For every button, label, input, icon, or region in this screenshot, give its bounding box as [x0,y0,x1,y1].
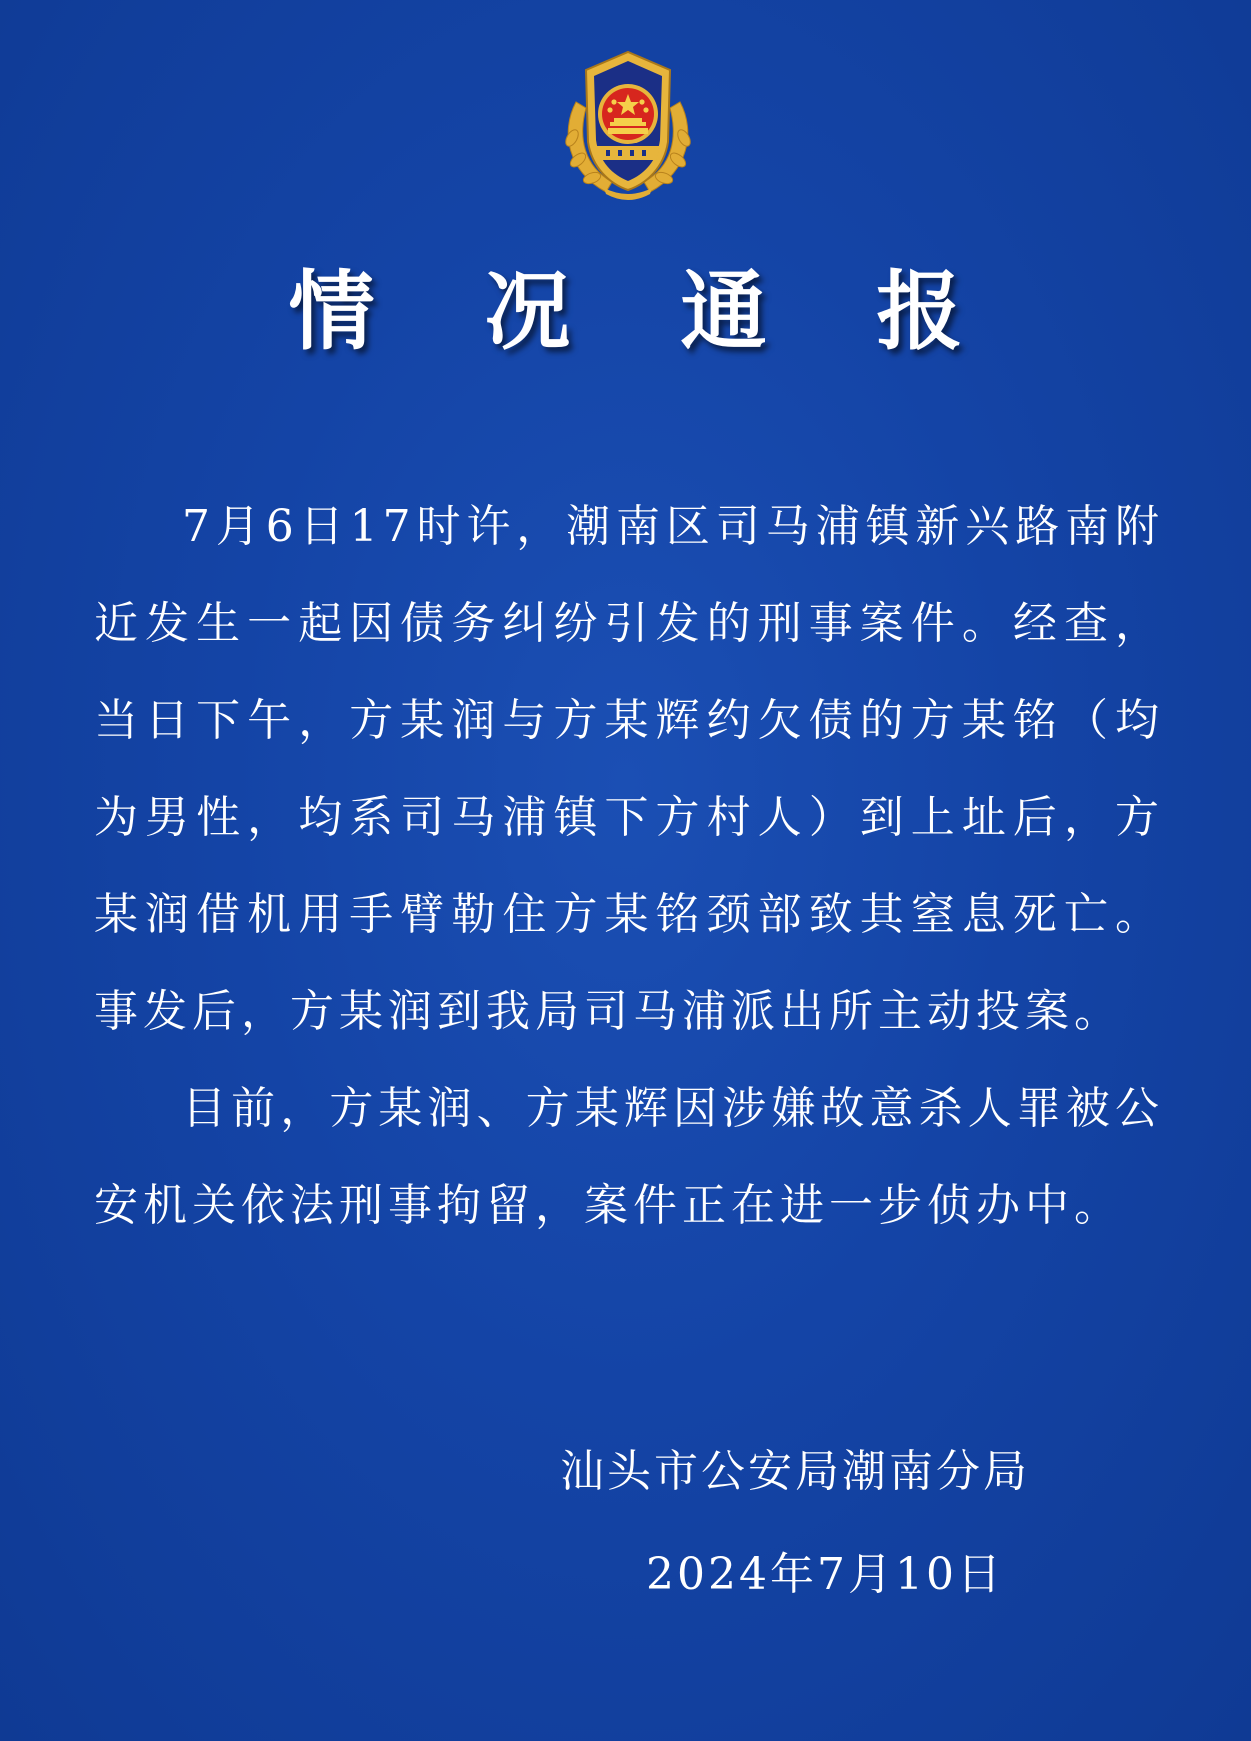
notice-body [94,478,1164,1254]
paragraph: 目前，方某润、方某辉因涉嫌故意杀人罪被公安机关依法刑事拘留，案件正在进一步侦办中。 [94,1083,1164,1231]
issue-date: 2024年7月10日 [646,1549,1004,1600]
page-title: 情 况 通 报 [288,262,1003,362]
paragraph: 7月6日17时许，潮南区司马浦镇新兴路南附近发生一起因债务纠纷引发的刑事案件。经查，当日下午，方某润与方某辉约欠债的方某铭（均为男性，均系司马浦镇下方村人）到上址后，方某润借机用手臂勒住方某铭颈部致其窒息死亡。事发后，方某润到我局司马浦派出所主动投案。 [94,501,1164,1037]
issuer-signature: 汕头市公安局潮南分局 [560,1446,1030,1497]
police-emblem-icon [546,42,710,206]
